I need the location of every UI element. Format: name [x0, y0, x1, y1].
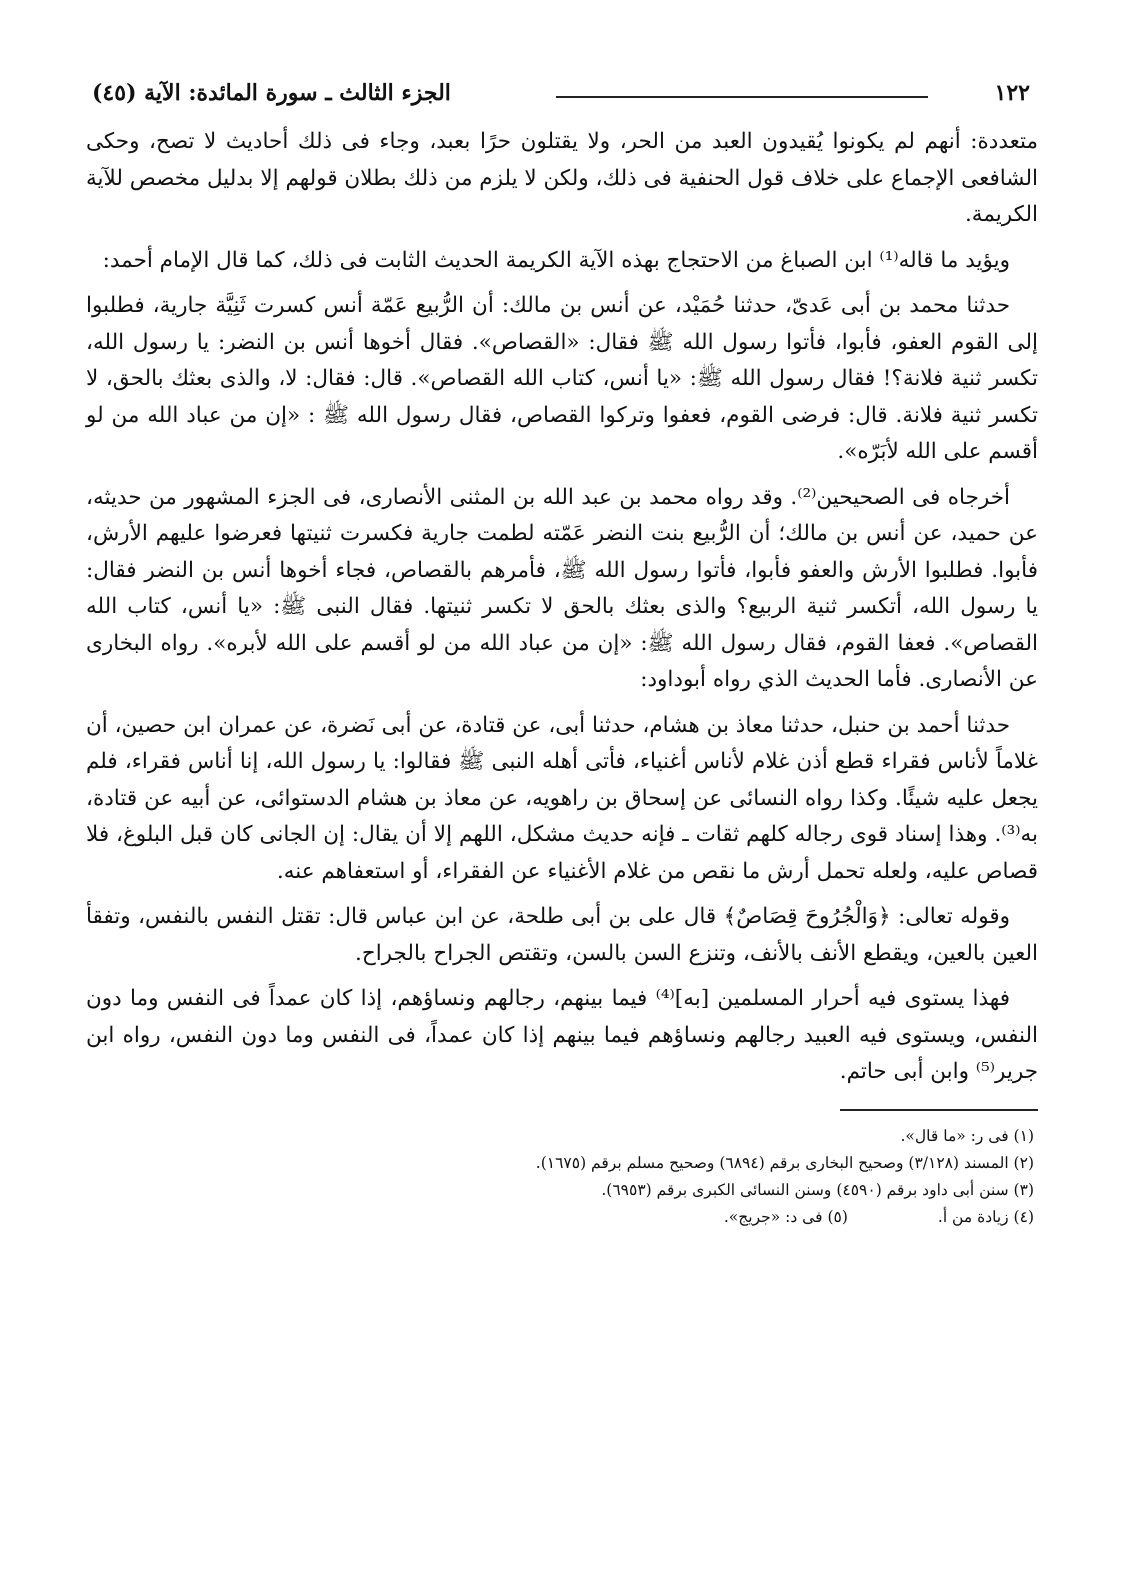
footnote-row	[86, 1204, 1034, 1231]
paragraph: أخرجاه فى الصحيحين⁽²⁾. وقد رواه محمد بن عبد الله بن المثنى الأنصارى، فى الجزء المشهور من حديثه، عن حميد، عن أنس بن مالك؛ أن الرُّبيع بنت النضر عَمّته لطمت جارية فكسرت ثنيتها فعرضوا عليهم الأرش، فأبوا. فطلبوا الأرش والعفو فأبوا، فأتوا رسول الله ﷺ، فأمرهم بالقصاص، فجاء أخوها أنس بن النضر فقال: يا رسول الله، أتكسر ثنية الربيع؟ والذى بعثك بالحق لا تكسر ثنيتها. فقال النبى ﷺ: «يا أنس، كتاب الله القصاص». فعفا القوم، فقال رسول الله ﷺ: «إن من عباد الله من لو أقسم على الله لأبره». رواه البخارى عن الأنصارى. فأما الحديث الذي رواه أبوداود:	[86, 484, 1038, 692]
page-number: ١٢٢	[994, 80, 1030, 106]
page-header	[86, 76, 1038, 112]
main-text	[86, 124, 1038, 1091]
paragraph: فهذا يستوى فيه أحرار المسلمين [به]⁽⁴⁾ فيما بينهم، رجالهم ونساؤهم، إذا كان عمداً فى النفس وما دون النفس، ويستوى فيه العبيد رجالهم ونساؤهم فيما بينهم إذا كان عمداً، فى النفس وما دون النفس، رواه ابن جرير⁽⁵⁾ وابن أبى حاتم.	[86, 986, 1038, 1084]
footnote: (٢) المسند (٣/١٢٨) وصحيح البخارى برقم (٦٨٩٤) وصحيح مسلم برقم (١٦٧٥).	[535, 1153, 1034, 1172]
footnote: (٥) فى د: «جريج».	[723, 1207, 848, 1226]
verse-paragraph: وقوله تعالى: ﴿وَالْجُرُوحَ قِصَاصٌ﴾ قال على بن أبى طلحة، عن ابن عباس قال: تقتل النفس بالنفس، وتفقأ العين بالعين، ويقطع الأنف بالأنف، وتنزع السن بالسن، وتقتص الجراح بالجراح.	[86, 904, 1038, 966]
footnotes	[86, 1123, 1038, 1231]
hadith-paragraph: حدثنا محمد بن أبى عَدىّ، حدثنا حُمَيْد، عن أنس بن مالك: أن الرُّبيع عَمّة أنس كسرت ثَنِيَّة جارية، فطلبوا إلى القوم العفو، فأبوا، فأتوا رسول الله ﷺ فقال: «القصاص». فقال أخوها أنس بن النضر: يا رسول الله، تكسر ثنية فلانة؟! فقال رسول الله ﷺ: «يا أنس، كتاب الله القصاص». قال: فقال: لا، والذى بعثك بالحق، لا تكسر ثنية فلانة. قال: فرضى القوم، فعفوا وتركوا القصاص، فقال رسول الله ﷺ : «إن من عباد الله من لو أقسم على الله لأبَرّه».	[86, 293, 1038, 464]
running-title: الجزء الثالث ـ سورة المائدة: الآية (٤٥)	[92, 80, 451, 106]
hadith-paragraph: حدثنا أحمد بن حنبل، حدثنا معاذ بن هشام، حدثنا أبى، عن قتادة، عن أبى نَضرة، عن عمران ابن حصين، أن غلاماً لأناس فقراء قطع أذن غلام لأناس أغنياء، فأتى أهله النبى ﷺ فقالوا: يا رسول الله، إنا أناس فقراء، فلم يجعل عليه شيئًا. وكذا رواه النسائى عن إسحاق بن راهويه، عن معاذ بن هشام الدستوائى، عن أبيه عن قتادة، به⁽³⁾. وهذا إسناد قوى رجاله كلهم ثقات ـ فإنه حديث مشكل، اللهم إلا أن يقال: إن الجانى كان قبل البلوغ، فلا قصاص عليه، ولعله تحمل أرش ما نقص من غلام الأغنياء عن الفقراء، أو استعفاهم عنه.	[86, 712, 1038, 884]
paragraph: متعددة: أنهم لم يكونوا يُقيدون العبد من الحر، ولا يقتلون حرًا بعبد، وجاء فى ذلك أحاديث لا تصح، وحكى الشافعى الإجماع على خلاف قول الحنفية فى ذلك، ولكن لا يلزم من ذلك بطلان قولهم إلا بدليل مخصص للآية الكريمة.	[86, 129, 1038, 227]
footnote: (٤) زيادة من أ.	[937, 1207, 1034, 1226]
footnote-separator	[840, 1109, 1038, 1111]
header-rule	[556, 96, 928, 98]
book-page	[86, 76, 1038, 1231]
footnote: (٣) سنن أبى داود برقم (٤٥٩٠) وسنن النسائى الكبرى برقم (٦٩٥٣).	[601, 1180, 1034, 1199]
paragraph: ويؤيد ما قاله⁽¹⁾ ابن الصباغ من الاحتجاج بهذه الآية الكريمة الحديث الثابت فى ذلك، كما قال الإمام أحمد:	[102, 247, 1010, 273]
footnote: (١) فى ر: «ما قال».	[900, 1126, 1034, 1145]
